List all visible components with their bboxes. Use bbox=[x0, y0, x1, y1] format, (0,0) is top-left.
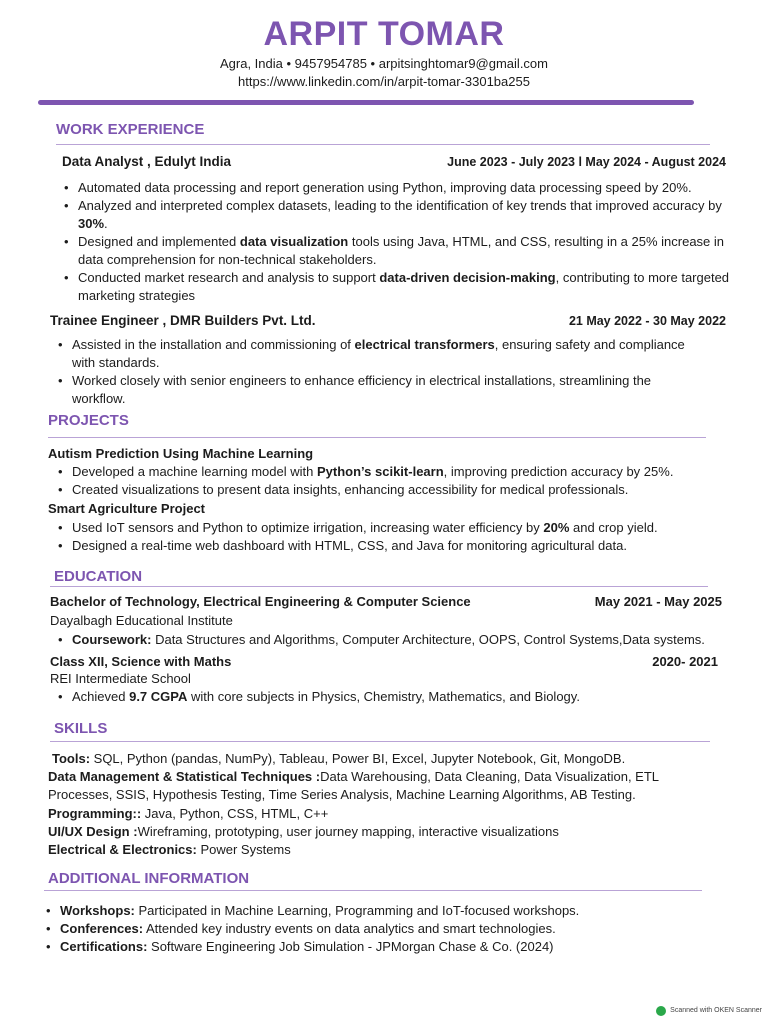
education-header bbox=[50, 653, 718, 671]
section-rule bbox=[50, 586, 708, 587]
list-item: • Developed a machine learning model with Python’s scikit-learn, improving prediction accuracy by 25%. bbox=[56, 463, 736, 481]
list-item: • Assisted in the installation and commissioning of electrical transformers, ensuring safety and compliance with standards. bbox=[56, 336, 696, 372]
list-item: • Coursework: Data Structures and Algorithms, Computer Architecture, OOPS, Control Systems,Data systems. bbox=[56, 631, 756, 649]
list-item: • Used IoT sensors and Python to optimize irrigation, increasing water efficiency by 20% and crop yield. bbox=[56, 519, 736, 537]
section-title-projects: PROJECTS bbox=[48, 412, 129, 429]
skill-line: UI/UX Design :Wireframing, prototyping, user journey mapping, interactive visualizations bbox=[48, 824, 559, 839]
school-name: Dayalbagh Educational Institute bbox=[50, 613, 233, 628]
section-title-work: WORK EXPERIENCE bbox=[56, 121, 205, 138]
education-bullets bbox=[56, 631, 756, 649]
scanner-watermark: Scanned with OKEN Scanner bbox=[656, 1006, 762, 1016]
section-title-education: EDUCATION bbox=[54, 568, 143, 585]
job-bullets bbox=[56, 336, 696, 408]
contact-line: Agra, India • 9457954785 • arpitsinghtomar9@gmail.com bbox=[220, 56, 548, 71]
education-dates: May 2021 - May 2025 bbox=[594, 594, 722, 609]
section-title-additional: ADDITIONAL INFORMATION bbox=[48, 870, 250, 887]
project-bullets bbox=[56, 519, 736, 555]
additional-list bbox=[44, 902, 734, 956]
skill-line: Data Management & Statistical Techniques :Data Warehousing, Data Cleaning, Data Visualization, ETL Processes, SSIS, Hypothesis Testing, Time Series Analysis, Machine Learning Algorithms, AB Testing. bbox=[48, 769, 659, 802]
job-bullets bbox=[62, 179, 732, 305]
header-divider bbox=[38, 100, 694, 105]
section-rule bbox=[48, 437, 706, 438]
education-header bbox=[50, 593, 722, 611]
scanner-logo-icon bbox=[656, 1006, 666, 1016]
project-name: Smart Agriculture Project bbox=[48, 501, 206, 516]
job-dates: 21 May 2022 - 30 May 2022 bbox=[568, 314, 726, 328]
section-title-skills: SKILLS bbox=[54, 720, 108, 737]
list-item: • Designed a real-time web dashboard with HTML, CSS, and Java for monitoring agricultural data. bbox=[56, 537, 736, 555]
job-header bbox=[62, 153, 726, 171]
linkedin-link[interactable]: https://www.linkedin.com/in/arpit-tomar-3301ba255 bbox=[238, 74, 530, 89]
job-dates: June 2023 - July 2023 l May 2024 - August 2024 bbox=[447, 155, 726, 169]
job-header bbox=[50, 312, 726, 330]
skill-line: Electrical & Electronics: Power Systems bbox=[48, 842, 291, 857]
skill-line: Programming:: Java, Python, CSS, HTML, C++ bbox=[48, 806, 329, 821]
degree: Class XII, Science with Maths bbox=[50, 654, 232, 669]
list-item: • Automated data processing and report generation using Python, improving data processing speed by 20%. bbox=[62, 179, 732, 197]
degree: Bachelor of Technology, Electrical Engineering & Computer Science bbox=[50, 594, 471, 609]
list-item: • Designed and implemented data visualization tools using Java, HTML, and CSS, resulting in a 25% increase in data comprehension for non-technical stakeholders. bbox=[62, 233, 732, 269]
project-name: Autism Prediction Using Machine Learning bbox=[48, 446, 314, 461]
school-name: REI Intermediate School bbox=[50, 671, 191, 686]
candidate-name: ARPIT TOMAR bbox=[263, 15, 505, 53]
education-dates: 2020- 2021 bbox=[652, 654, 718, 669]
section-rule bbox=[56, 144, 710, 145]
section-rule bbox=[50, 741, 710, 742]
education-bullets bbox=[56, 688, 736, 706]
list-item: • Worked closely with senior engineers to enhance efficiency in electrical installations, streamlining the workflow. bbox=[56, 372, 696, 408]
list-item: • Created visualizations to present data insights, enhancing accessibility for medical professionals. bbox=[56, 481, 736, 499]
job-role: Trainee Engineer , DMR Builders Pvt. Ltd. bbox=[50, 313, 316, 328]
list-item: • Certifications: Software Engineering Job Simulation - JPMorgan Chase & Co. (2024) bbox=[44, 938, 734, 956]
list-item: • Conducted market research and analysis to support data-driven decision-making, contributing to more targeted marketing strategies bbox=[62, 269, 732, 305]
job-role: Data Analyst , Edulyt India bbox=[62, 154, 232, 169]
section-rule bbox=[44, 890, 702, 891]
list-item: • Achieved 9.7 CGPA with core subjects in Physics, Chemistry, Mathematics, and Biology. bbox=[56, 688, 736, 706]
list-item: • Analyzed and interpreted complex datasets, leading to the identification of key trends that improved accuracy by 30%. bbox=[62, 197, 732, 233]
list-item: • Conferences: Attended key industry events on data analytics and smart technologies. bbox=[44, 920, 734, 938]
list-item: • Workshops: Participated in Machine Learning, Programming and IoT-focused workshops. bbox=[44, 902, 734, 920]
skill-line: Tools: SQL, Python (pandas, NumPy), Tableau, Power BI, Excel, Jupyter Notebook, Git, MongoDB. bbox=[52, 751, 626, 766]
project-bullets bbox=[56, 463, 736, 499]
